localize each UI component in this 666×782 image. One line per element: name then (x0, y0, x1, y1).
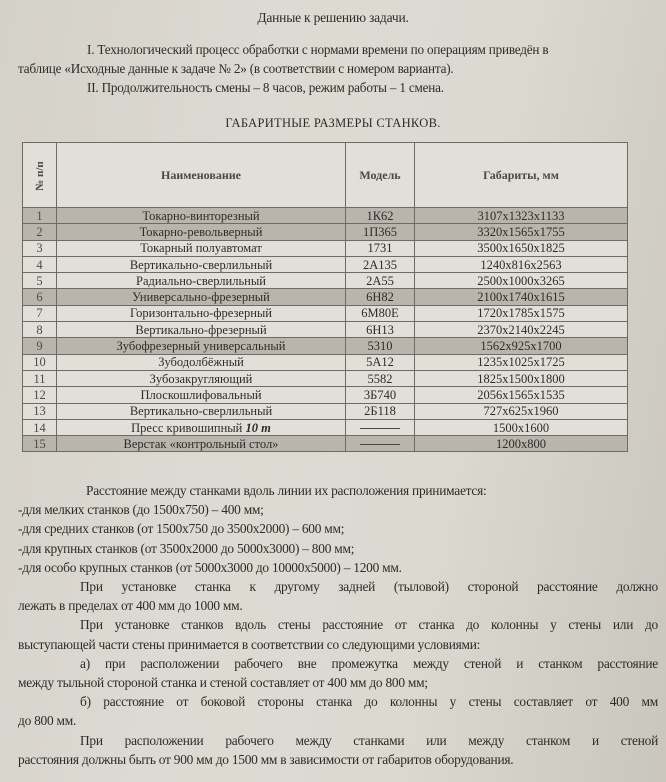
machine-model: 6Н13 (346, 322, 415, 338)
machine-model (346, 436, 415, 452)
table-row (23, 419, 628, 435)
empty-model-dash (360, 444, 400, 445)
machine-name (57, 322, 346, 338)
row-number: 8 (23, 322, 57, 338)
table-row (23, 370, 628, 386)
machine-name (57, 370, 346, 386)
machine-dimensions: 1562x925x1700 (415, 338, 628, 354)
machine-model: 6М80Е (346, 305, 415, 321)
machine-name-text: Радиально-сверлильный (136, 273, 266, 288)
machine-dimensions: 1200x800 (415, 436, 628, 452)
machine-model: 1К62 (346, 208, 415, 224)
machine-dimensions: 1500x1600 (415, 419, 628, 435)
row-number: 15 (23, 436, 57, 452)
machine-name-text: Плоскошлифовальный (140, 387, 262, 402)
machine-model: 5А12 (346, 354, 415, 370)
distances-section (18, 481, 658, 769)
machine-dimensions: 3500x1650x1825 (415, 240, 628, 256)
row-number: 4 (23, 256, 57, 272)
machine-model: 2А55 (346, 273, 415, 289)
machine-name (57, 338, 346, 354)
machine-model: 2А135 (346, 256, 415, 272)
machine-dimensions: 2500x1000x3265 (415, 273, 628, 289)
machine-name-text: Токарный полуавтомат (140, 241, 262, 256)
table-row (23, 305, 628, 321)
machine-dimensions: 1240x816x2563 (415, 256, 628, 272)
row-number: 6 (23, 289, 57, 305)
machine-model (346, 419, 415, 435)
machine-model: 5582 (346, 370, 415, 386)
machine-name-text: Верстак «контрольный стол» (123, 436, 279, 451)
table-row (23, 240, 628, 256)
machine-name-text: Вертикально-сверлильный (129, 404, 273, 419)
machine-dimensions-table (22, 142, 628, 452)
header-dims: Габариты, мм (415, 143, 628, 208)
machine-name (57, 289, 346, 305)
worker-line-2: расстояния должны быть от 900 мм до 1500 мм в зависимости от габаритов оборудования. (18, 751, 514, 767)
machine-name (57, 224, 346, 240)
row-number: 9 (23, 338, 57, 354)
table-row (23, 289, 628, 305)
row-number: 3 (23, 240, 57, 256)
machine-name (57, 240, 346, 256)
paragraph-2: II. Продолжительность смены – 8 часов, режим работы – 1 смена. (87, 80, 444, 95)
row-number: 5 (23, 273, 57, 289)
machine-dimensions: 1235x1025x1725 (415, 354, 628, 370)
table-row (23, 387, 628, 403)
machine-dimensions: 2100x1740x1615 (415, 289, 628, 305)
machine-name-text: Зубофрезерный универсальный (116, 339, 286, 354)
machine-name (57, 436, 346, 452)
machine-dimensions: 2056x1565x1535 (415, 387, 628, 403)
condition-a-line-1: а) при расположении рабочего вне промежутка между стеной и станком расстояние (80, 655, 658, 671)
machine-name-text: Пресс кривошипный (131, 420, 243, 435)
distance-large: -для крупных станков (от 3500x2000 до 5000x3000) – 800 мм; (18, 540, 355, 556)
table-row (23, 436, 628, 452)
table-title: ГАБАРИТНЫЕ РАЗМЕРЫ СТАНКОВ. (225, 116, 441, 130)
document-title: Данные к решению задачи. (257, 10, 409, 25)
machine-name-text: Вертикально-сверлильный (129, 257, 273, 272)
table-body (23, 208, 628, 452)
row-number: 12 (23, 387, 57, 403)
row-number: 11 (23, 370, 57, 386)
wall-line-2: выступающей части стены принимается в соответствии со следующими условиями: (18, 636, 481, 652)
machine-name-text: Токарно-винторезный (142, 208, 260, 223)
paragraph-1-line-1: I. Технологический процесс обработки с нормами времени по операциям приведён в (87, 42, 549, 57)
machine-name (57, 273, 346, 289)
row-number: 2 (23, 224, 57, 240)
worker-line-1: При расположении рабочего между станками или между станком и стеной (80, 732, 658, 748)
table-row (23, 273, 628, 289)
machine-name-text: Токарно-револьверный (139, 224, 263, 239)
distance-medium: -для средних станков (от 1500x750 до 3500x2000) – 600 мм; (18, 521, 345, 537)
machine-dimensions: 1825x1500x1800 (415, 370, 628, 386)
machine-name (57, 208, 346, 224)
table-header-row (23, 143, 628, 208)
machine-name (57, 256, 346, 272)
row-number: 13 (23, 403, 57, 419)
table-row (23, 224, 628, 240)
table-row (23, 403, 628, 419)
header-model: Модель (346, 143, 415, 208)
header-num-label: № п/п (33, 160, 46, 191)
row-number: 7 (23, 305, 57, 321)
empty-model-dash (360, 428, 400, 429)
header-name: Наименование (57, 143, 346, 208)
condition-b-line-1: б) расстояние от боковой стороны станка до колонны у стены составляет от 400 мм (80, 694, 658, 710)
table-row (23, 256, 628, 272)
table-row (23, 354, 628, 370)
row-number: 14 (23, 419, 57, 435)
table-row (23, 208, 628, 224)
machine-dimensions: 1720x1785x1575 (415, 305, 628, 321)
condition-a-line-2: между тыльной стороной станка и стеной составляет от 400 мм до 800 мм; (18, 675, 428, 691)
distance-extra-large: -для особо крупных станков (от 5000x3000 до 10000x5000) – 1200 мм. (18, 559, 402, 575)
machine-name (57, 387, 346, 403)
machine-name-text: Вертикально-фрезерный (135, 322, 267, 337)
machine-dimensions: 2370x2140x2245 (415, 322, 628, 338)
machine-name (57, 354, 346, 370)
machine-name-text: Зубозакругляющий (149, 371, 253, 386)
paragraph-1-line-2: таблице «Исходные данные к задаче № 2» (в соответствии с номером варианта). (18, 61, 454, 76)
machine-dimensions: 727x625x1960 (415, 403, 628, 419)
machine-capacity: 10 т (245, 420, 271, 435)
table-row (23, 322, 628, 338)
row-number: 10 (23, 354, 57, 370)
distance-small: -для мелких станков (до 1500x750) – 400 мм; (18, 502, 264, 518)
table-row (23, 338, 628, 354)
machine-name (57, 403, 346, 419)
machine-dimensions: 3107x1323x1133 (415, 208, 628, 224)
machine-model: 3Б740 (346, 387, 415, 403)
machine-name-text: Горизонтально-фрезерный (130, 306, 272, 321)
machine-dimensions: 3320x1565x1755 (415, 224, 628, 240)
wall-line-1: При установке станков вдоль стены расстояние от станка до колонны у стены или до (80, 617, 658, 633)
machine-model: 1731 (346, 240, 415, 256)
header-num (23, 143, 57, 208)
machine-model: 2Б118 (346, 403, 415, 419)
row-number: 1 (23, 208, 57, 224)
machine-name (57, 419, 346, 435)
back-to-back-line-1: При установке станка к другому задней (тыловой) стороной расстояние должно (80, 579, 658, 595)
machine-model: 6Н82 (346, 289, 415, 305)
condition-b-line-2: до 800 мм. (18, 713, 77, 729)
back-to-back-line-2: лежать в пределах от 400 мм до 1000 мм. (18, 598, 243, 614)
distances-intro: Расстояние между станками вдоль линии их расположения принимается: (86, 483, 487, 498)
machine-name (57, 305, 346, 321)
machine-name-text: Зубодолбёжный (158, 355, 244, 370)
machine-name-text: Универсально-фрезерный (132, 290, 270, 305)
machine-model: 5310 (346, 338, 415, 354)
machine-model: 1П365 (346, 224, 415, 240)
